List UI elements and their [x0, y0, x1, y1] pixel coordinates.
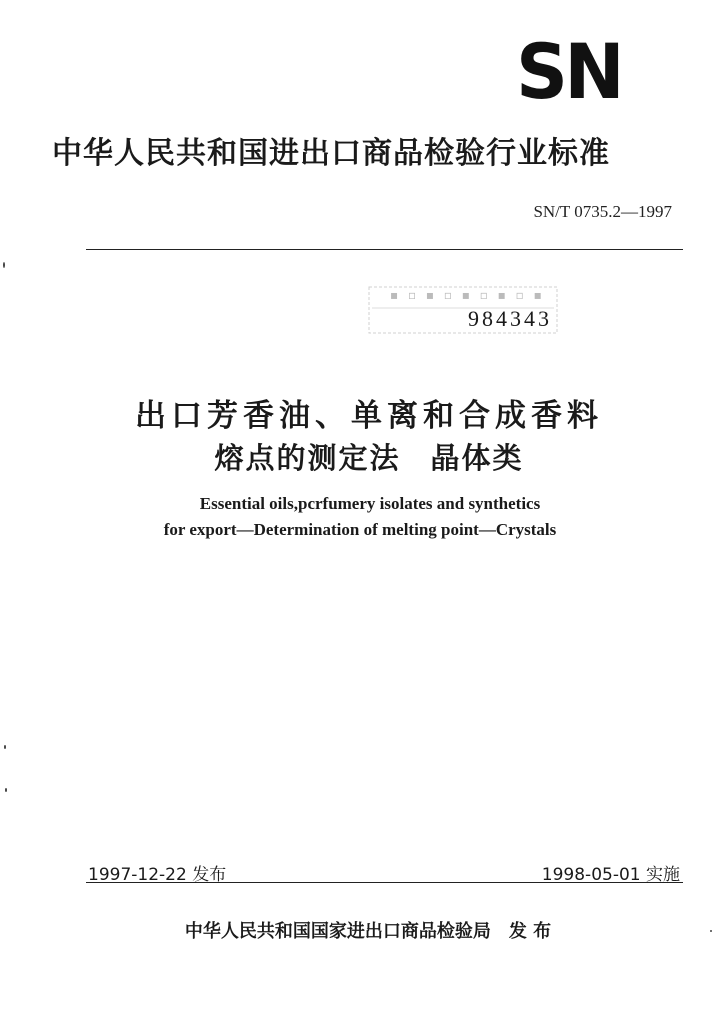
sn-logo: SN	[516, 27, 621, 116]
implementation-date: 1998-05-01 实施	[541, 865, 680, 885]
issuer-action: 发 布	[508, 921, 552, 942]
document-title-en-line1: Essential oils,pcrfumery isolates and synthetics	[199, 494, 541, 513]
top-divider	[86, 249, 683, 250]
scan-speck	[5, 788, 7, 792]
document-title-en-line2: for export—Determination of melting point—Crystals	[163, 520, 557, 539]
scan-speck	[4, 745, 6, 749]
scan-speck	[3, 262, 5, 268]
issuing-authority	[0, 917, 720, 943]
document-title-cn-line2	[0, 436, 720, 477]
bottom-divider	[86, 882, 683, 883]
document-title-cn-line1: 出口芳香油、单离和合成香料	[135, 398, 603, 434]
standard-category-title: 中华人民共和国进出口商品检验行业标准	[52, 136, 610, 171]
scan-speck	[710, 930, 712, 932]
title-cn-method: 熔点的测定法	[214, 441, 401, 475]
issuer-name: 中华人民共和国国家进出口商品检验局	[184, 921, 491, 942]
stamp-faded-text: ▪ ▫ ▪ ▫ ▪ ▫ ▪ ▫ ▪	[390, 288, 545, 302]
title-cn-category: 晶体类	[430, 441, 524, 475]
serial-number: 984343	[468, 306, 552, 331]
standard-code: SN/T 0735.2—1997	[533, 202, 672, 221]
issue-date: 1997-12-22 发布	[88, 865, 227, 885]
